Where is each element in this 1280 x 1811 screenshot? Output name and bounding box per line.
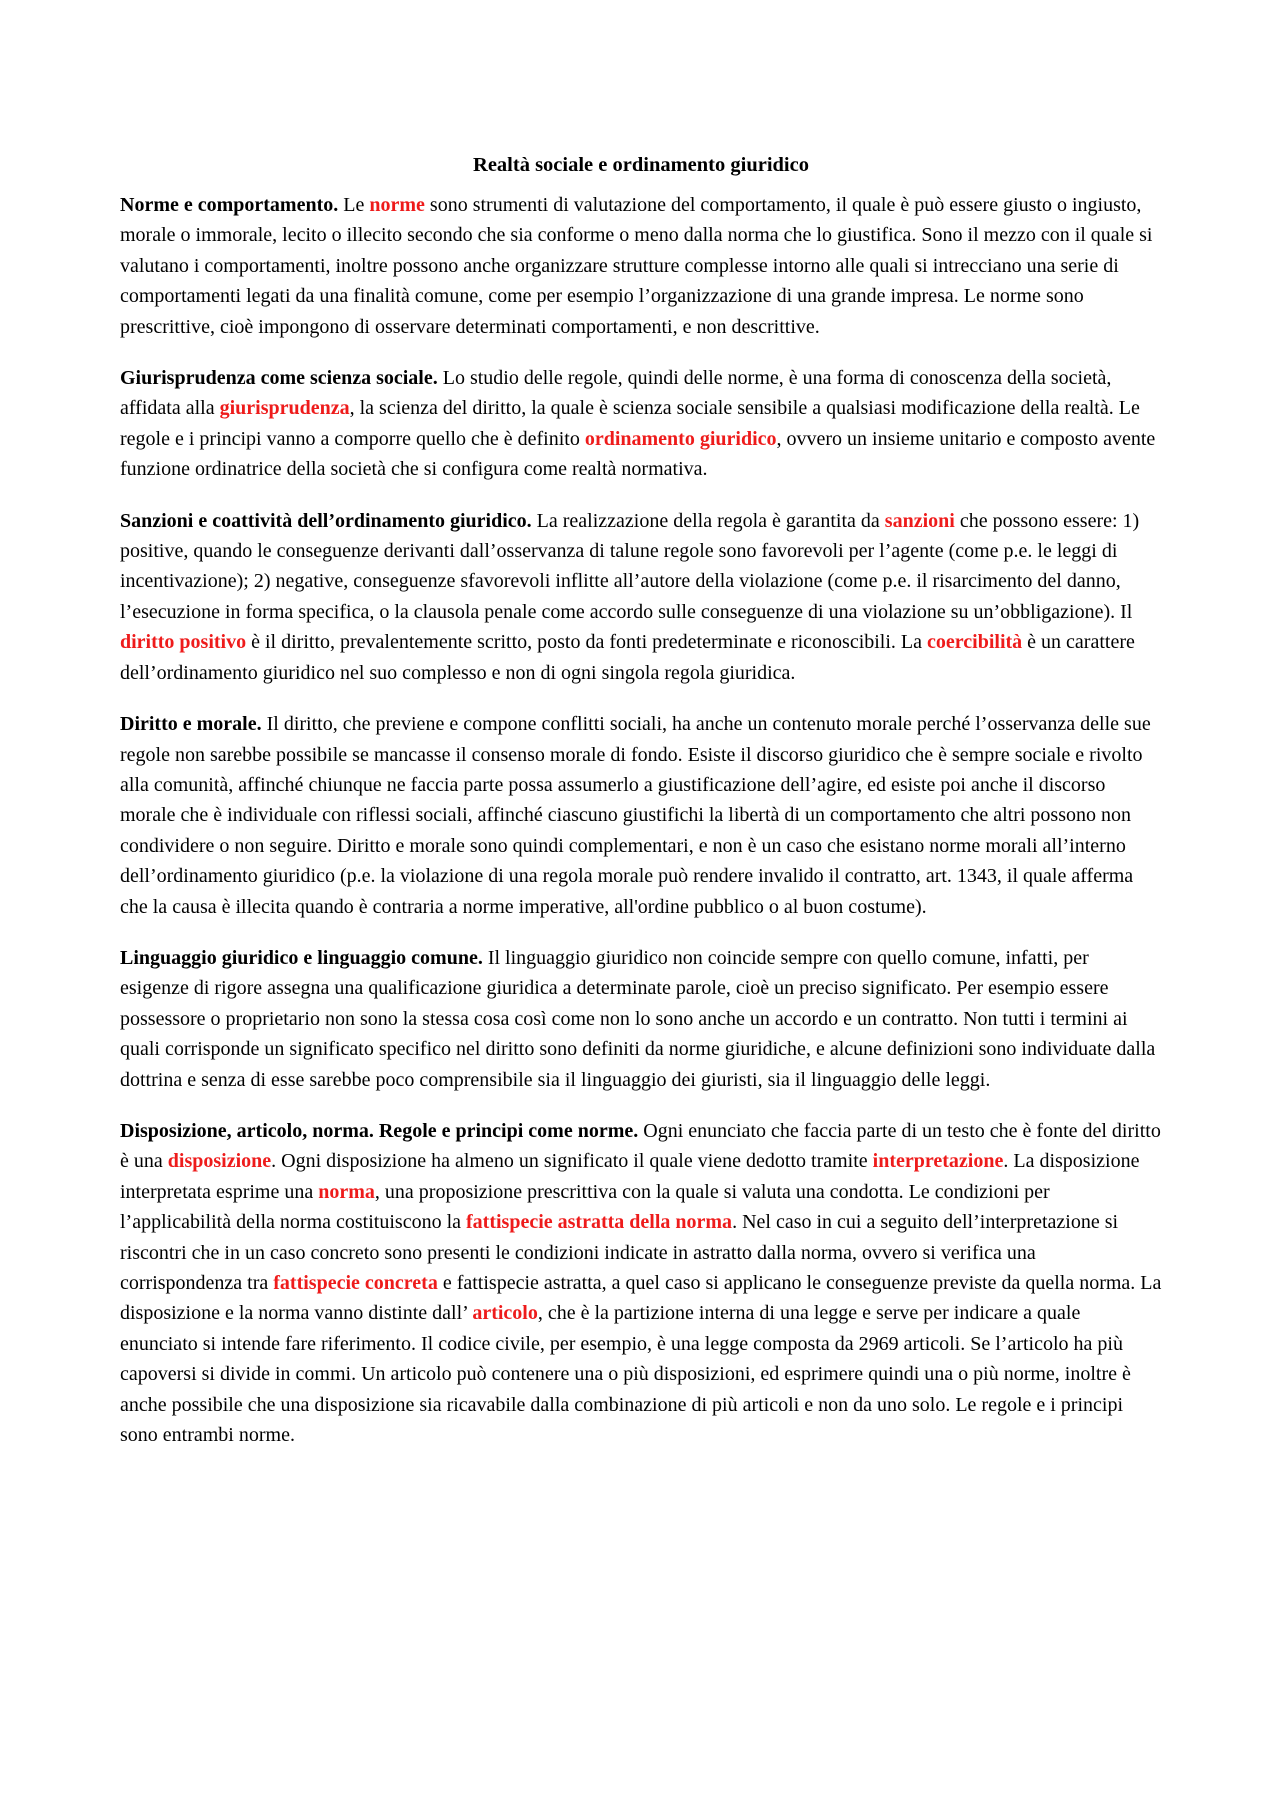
paragraph-heading: Sanzioni e coattività dell’ordinamento giuridico. — [120, 509, 532, 532]
paragraph-text: Le — [338, 194, 370, 216]
paragraph-text: sono strumenti di valutazione del comportamento, il quale è può essere giusto o ingiusto, morale o immorale, lecito o illecito secondo che sia conforme o meno dalla norma che lo giustifica. Sono il mezzo con il quale si valutano i comportamenti, inoltre possono anche organizzare strutture complesse intorno alle quali si intrecciano una serie di comportamenti legati da una finalità comune, come per esempio l’organizzazione di una grande impresa. Le norme sono prescrittive, cioè impongono di osservare determinati comportamenti, e non descrittive. — [120, 194, 1153, 338]
paragraph-text: , una proposizione prescrittiva con la quale si valuta una condotta. Le condizioni per l’applicabilità della norma costituiscono la — [120, 1180, 1050, 1234]
paragraph-heading: Norme e comportamento. — [120, 194, 339, 216]
highlighted-term: articolo — [472, 1302, 538, 1325]
highlighted-term: fattispecie concreta — [273, 1272, 438, 1294]
paragraph-text: . Nel caso in cui a seguito dell’interpretazione si riscontri che in un caso concreto sono presenti le condizioni indicate in astratto dalla norma, ovvero si verifica una corrispondenza tra — [120, 1211, 1119, 1294]
paragraph-text: , la scienza del diritto, la quale è scienza sociale sensibile a qualsiasi modificazione della realtà. Le regole e i principi vanno a comporre quello che è definito — [120, 397, 1140, 450]
paragraph-text: Lo studio delle regole, quindi delle norme, è una forma di conoscenza della società, affidata alla — [120, 367, 1112, 420]
highlighted-term: interpretazione — [872, 1150, 1004, 1173]
paragraph-text: , ovvero un insieme unitario e composto avente funzione ordinatrice della società che si configura come realtà normativa. — [120, 427, 1156, 481]
highlighted-term: diritto positivo — [120, 631, 247, 654]
highlighted-term: norma — [318, 1180, 375, 1203]
paragraph-heading: Linguaggio giuridico e linguaggio comune. — [120, 946, 483, 969]
paragraph-disposizione — [120, 1116, 1162, 1450]
paragraph-text: Il diritto, che previene e compone conflitti sociali, ha anche un contenuto morale perché l’osservanza delle sue regole non sarebbe possibile se mancasse il consenso morale di fondo. Esiste il discorso giuridico che è sempre sociale e rivolto alla comunità, affinché chiunque ne faccia parte possa assumerlo a giustificazione dell’agire, ed esiste poi anche il discorso morale che è individuale con riflessi sociali, affinché ciascuno giustifichi la libertà di un comportamento che altri possono non condividere o non seguire. Diritto e morale sono quindi complementari, e non è un caso che esistano norme morali all’interno dell’ordinamento giuridico (p.e. la violazione di una regola morale può rendere invalido il contratto, art. 1343, il quale afferma che la causa è illecita quando è contraria a norme imperative, all'ordine pubblico o al buon costume). — [120, 713, 1151, 918]
paragraph-text: . La disposizione interpretata esprime una — [120, 1150, 1140, 1203]
paragraph-text: La realizzazione della regola è garantita da — [531, 509, 885, 532]
highlighted-term: sanzioni — [884, 509, 955, 532]
highlighted-term: disposizione — [167, 1150, 272, 1173]
paragraph-text: è un carattere dell’ordinamento giuridico nel suo complesso e non di ogni singola regola giuridica. — [120, 631, 1135, 684]
highlighted-term: giurisprudenza — [219, 397, 350, 420]
paragraph-heading: Disposizione, articolo, norma. Regole e principi come norme. — [120, 1119, 639, 1142]
paragraph-text: , che è la partizione interna di una legge e serve per indicare a quale enunciato si intende fare riferimento. Il codice civile, per esempio, è una legge composta da 2969 articoli. Se l’articolo ha più capoversi si divide in commi. Un articolo può contenere una o più disposizioni, ed esprimere quindi una o più norme, inoltre è anche possibile che una disposizione sia ricavabile dalla combinazione di più articoli e non da uno solo. Le regole e i principi sono entrambi norme. — [120, 1302, 1131, 1447]
paragraph-giurisprudenza — [120, 363, 1162, 485]
paragraph-text: e fattispecie astratta, a quel caso si applicano le conseguenze previste da quella norma. La disposizione e la norma vanno distinte dall’ — [120, 1272, 1162, 1325]
paragraph-heading: Diritto e morale. — [120, 713, 262, 736]
document-body — [120, 150, 1162, 1471]
paragraph-diritto-e-morale — [120, 709, 1162, 922]
paragraph-text: Il linguaggio giuridico non coincide sempre con quello comune, infatti, per esigenze di rigore assegna una qualificazione giuridica a determinate parole, cioè un preciso significato. Per esempio essere possessore o proprietario non sono la stessa cosa così come non lo sono anche un accordo e un contratto. Non tutti i termini ai quali corrisponde un significato specifico nel diritto sono definiti da norme giuridiche, e alcune definizioni sono individuate dalla dottrina e senza di esse sarebbe poco comprensibile sia il linguaggio dei giuristi, sia il linguaggio delle leggi. — [120, 946, 1156, 1091]
paragraph-linguaggio — [120, 943, 1162, 1095]
highlighted-term: norme — [369, 194, 425, 216]
paragraph-text: che possono essere: 1) positive, quando le conseguenze derivanti dall’osservanza di talune regole sono favorevoli per l’agente (come p.e. le leggi di incentivazione); 2) negative, conseguenze sfavorevoli inflitte all’autore della violazione (come p.e. il risarcimento del danno, l’esecuzione in forma specifica, o la clausola penale come accordo sulle conseguenze di una violazione su un’obbligazione). Il — [120, 509, 1140, 623]
highlighted-term: coercibilità — [927, 631, 1023, 654]
paragraph-norme-e-comportamento — [120, 190, 1162, 342]
paragraph-text: è il diritto, prevalentemente scritto, posto da fonti predeterminate e riconoscibili. La — [246, 631, 928, 654]
document-title: Realtà sociale e ordinamento giuridico — [473, 154, 809, 176]
paragraph-sanzioni — [120, 506, 1162, 688]
paragraph-text: . Ogni disposizione ha almeno un significato il quale viene dedotto tramite — [271, 1150, 873, 1173]
paragraph-text: Ogni enunciato che faccia parte di un testo che è fonte del diritto è una — [120, 1119, 1161, 1173]
highlighted-term: ordinamento giuridico — [584, 427, 777, 450]
highlighted-term: fattispecie astratta della norma — [466, 1211, 733, 1234]
paragraph-heading: Giurisprudenza come scienza sociale. — [120, 367, 438, 390]
